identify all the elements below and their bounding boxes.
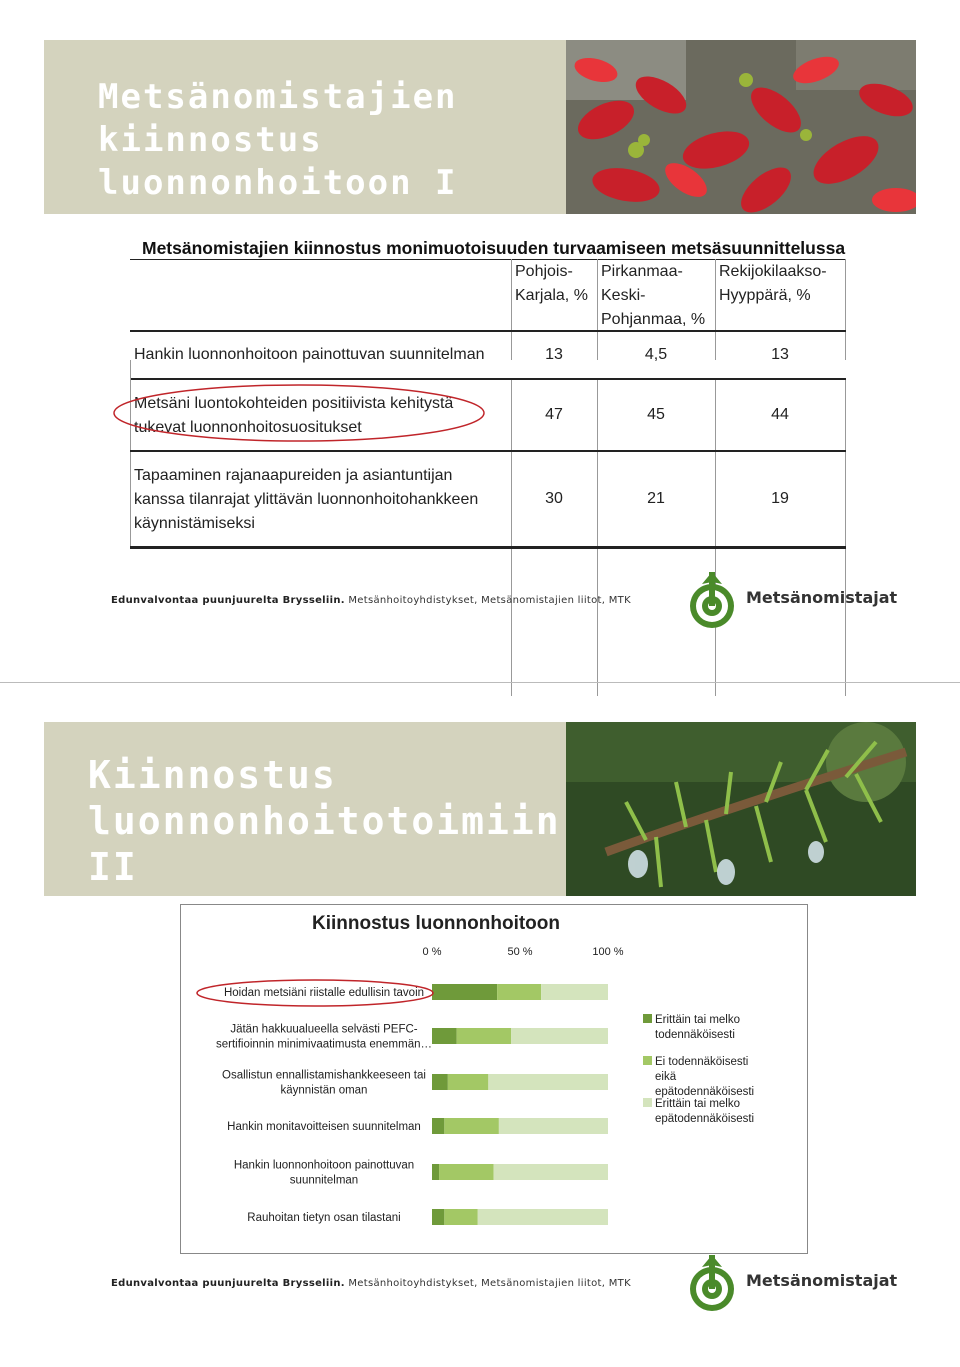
bar-segment: [432, 1028, 457, 1044]
bar-segment: [432, 1074, 448, 1090]
row-label: Tapaaminen rajanaapureiden ja asiantuntijan kanssa tilanrajat ylittävän luonnonhoitohankkeen käynnistämiseksi: [134, 467, 479, 532]
table-cell: 13: [545, 346, 563, 363]
bar-segment: [448, 1074, 488, 1090]
bar-segment: [499, 1118, 608, 1134]
highlight-ellipse: [102, 380, 502, 454]
interest-chart: [181, 905, 807, 1253]
bar-segment: [432, 1209, 444, 1225]
category-label: Hankin luonnonhoitoon painottuvan suunnitelman: [233, 1159, 415, 1187]
table-cell: 21: [647, 490, 665, 507]
chart-title: Kiinnostus luonnonhoitoon: [312, 913, 560, 934]
footer-rest: Metsänhoitoyhdistykset, Metsänomistajien liitot, MTK: [344, 595, 631, 606]
bar-segment: [432, 984, 497, 1000]
slide1-footer: [111, 595, 631, 606]
bar-segment: [432, 1164, 439, 1180]
bar-segment: [511, 1028, 608, 1044]
bar-segment: [432, 1118, 444, 1134]
slide2-logo: [686, 1253, 898, 1313]
bar-segment: [439, 1164, 494, 1180]
footer-rest: Metsänhoitoyhdistykset, Metsänomistajien liitot, MTK: [344, 1278, 631, 1289]
bar-segment: [488, 1074, 608, 1090]
slide2-title: Kiinnostus luonnonhoitotoimiin II: [88, 753, 561, 889]
bar-segment: [478, 1209, 608, 1225]
logo-text: Metsänomistajat: [746, 588, 898, 607]
row-label: Hankin luonnonhoitoon painottuvan suunnitelman: [134, 346, 485, 363]
bar-segment: [444, 1209, 477, 1225]
footer-bold: Edunvalvontaa puunjuurelta Brysseliin.: [111, 595, 345, 606]
bar-segment: [457, 1028, 512, 1044]
slide1-banner: [44, 40, 916, 214]
slide1-logo: [686, 570, 898, 630]
legend-swatch: [643, 1056, 652, 1065]
tick-label: 50 %: [507, 946, 533, 958]
logo-text: Metsänomistajat: [746, 1271, 898, 1290]
category-label: Osallistun ennallistamishankkeeseen tai käynnistän oman: [222, 1069, 426, 1097]
tree-logo-icon: [686, 1253, 742, 1313]
legend-swatch: [643, 1014, 652, 1023]
spruce-branch-photo: [566, 722, 916, 896]
legend-swatch: [643, 1098, 652, 1107]
row-label: Metsäni luontokohteiden positiivista kehitystä tukevat luonnonhoitosuositukset: [134, 395, 454, 436]
red-leaves-photo: [566, 40, 916, 214]
slide1-title: Metsänomistajien kiinnostus luonnonhoitoon I: [98, 77, 458, 203]
category-label: Rauhoitan tietyn osan tilastani: [247, 1212, 401, 1224]
legend-label: Ei todennäköisesti eikä epätodennäköisesti: [655, 1056, 755, 1098]
table-cell: 30: [545, 490, 563, 507]
column-header-pirkanmaa: Pirkanmaa- Keski- Pohjanmaa, %: [601, 263, 706, 328]
column-header-rekijokilaakso: Rekijokilaakso- Hyyppärä, %: [719, 263, 827, 304]
bar-segment: [541, 984, 608, 1000]
bar-segment: [444, 1118, 499, 1134]
legend-label: Erittäin tai melko epätodennäköisesti: [655, 1098, 755, 1125]
category-label: Hoidan metsiäni riistalle edullisin tavoin: [223, 987, 425, 999]
table-cell: 45: [647, 406, 665, 423]
category-label: Hankin monitavoitteisen suunnitelman: [227, 1121, 421, 1133]
legend-label: Erittäin tai melko todennäköisesti: [655, 1014, 741, 1041]
table-cell: 19: [771, 490, 789, 507]
table-title: Metsänomistajien kiinnostus monimuotoisuuden turvaamiseen metsäsuunnittelussa: [142, 238, 846, 258]
bar-segment: [497, 984, 541, 1000]
slide2-footer: [111, 1278, 631, 1289]
table-cell: 4,5: [644, 346, 668, 363]
tick-label: 0 %: [422, 946, 442, 958]
slide-divider: [0, 682, 960, 683]
category-label: Jätän hakkuualueella selvästi PEFC-sertifioinnin minimivaatimusta enemmän…: [215, 1023, 433, 1051]
table-cell: 47: [545, 406, 563, 423]
tree-logo-icon: [686, 570, 742, 630]
table-cell: 44: [771, 406, 789, 423]
chart-frame: [180, 904, 808, 1254]
table-cell: 13: [771, 346, 789, 363]
tick-label: 100 %: [592, 946, 624, 958]
bar-segment: [494, 1164, 608, 1180]
column-header-pohjois-karjala: Pohjois- Karjala, %: [515, 263, 588, 304]
slide2-banner: [44, 722, 916, 896]
footer-bold: Edunvalvontaa puunjuurelta Brysseliin.: [111, 1278, 345, 1289]
